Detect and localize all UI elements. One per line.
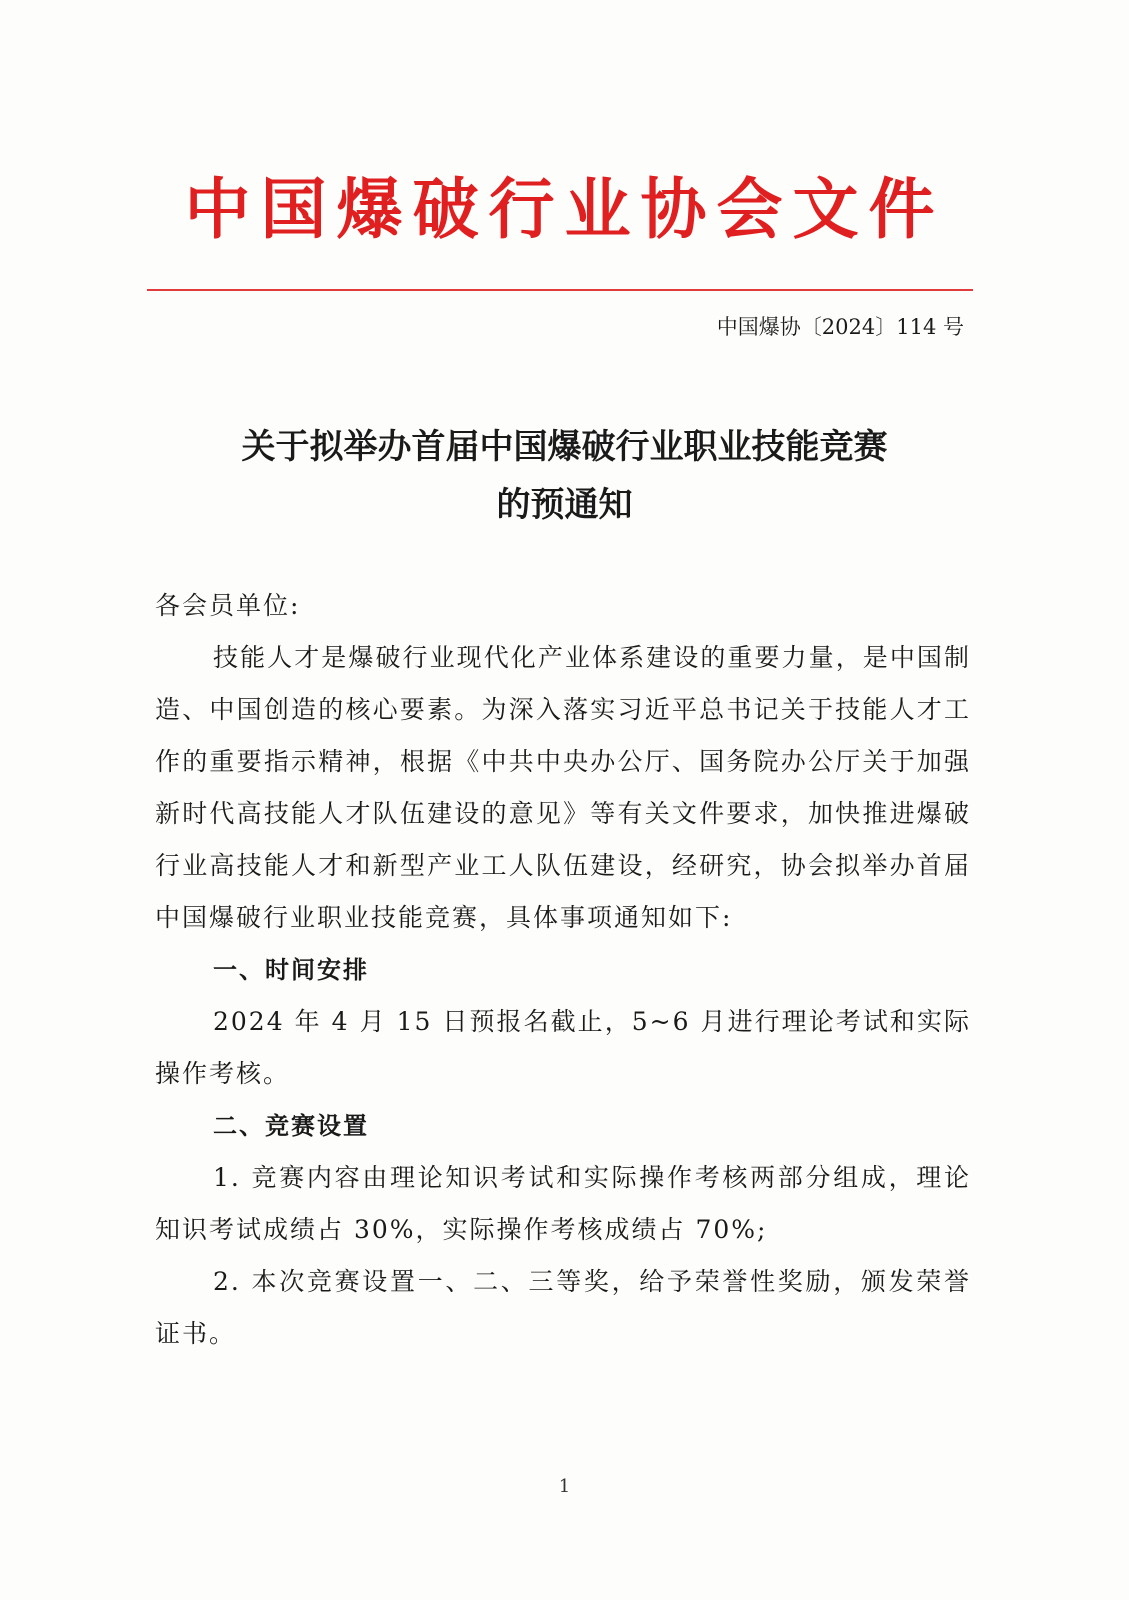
section-2-item-2: 2. 本次竞赛设置一、二、三等奖，给予荣誉性奖励，颁发荣誉证书。: [155, 1267, 971, 1348]
section-1-paragraph: 2024 年 4 月 15 日预报名截止，5~6 月进行理论考试和实际操作考核。: [155, 1007, 971, 1088]
section-2-item-1: 1. 竞赛内容由理论知识考试和实际操作考核两部分组成，理论知识考试成绩占 30%，实际操作考核成绩占 70%;: [155, 1163, 971, 1244]
document-body: [155, 580, 971, 1360]
intro-paragraph: 技能人才是爆破行业现代化产业体系建设的重要力量，是中国制造、中国创造的核心要素。为深入落实习近平总书记关于技能人才工作的重要指示精神，根据《中共中央办公厅、国务院办公厅关于加强新时代高技能人才队伍建设的意见》等有关文件要求，加快推进爆破行业高技能人才和新型产业工人队伍建设，经研究，协会拟举办首届中国爆破行业职业技能竞赛，具体事项通知如下:: [155, 643, 971, 932]
section-2-heading: 二、竞赛设置: [213, 1112, 369, 1140]
letterhead-title: 中国爆破行业协会文件: [184, 171, 945, 248]
document-title-line-1: 关于拟举办首届中国爆破行业职业技能竞赛: [241, 427, 888, 467]
document-title: [0, 418, 1129, 534]
document-number: 中国爆协〔2024〕114 号: [716, 315, 964, 339]
salutation: 各会员单位:: [155, 591, 301, 620]
section-1-heading: 一、时间安排: [213, 956, 369, 984]
page-number: 1: [558, 1476, 571, 1497]
letterhead-red-rule: [147, 289, 973, 291]
document-title-line-2: 的预通知: [496, 485, 633, 525]
